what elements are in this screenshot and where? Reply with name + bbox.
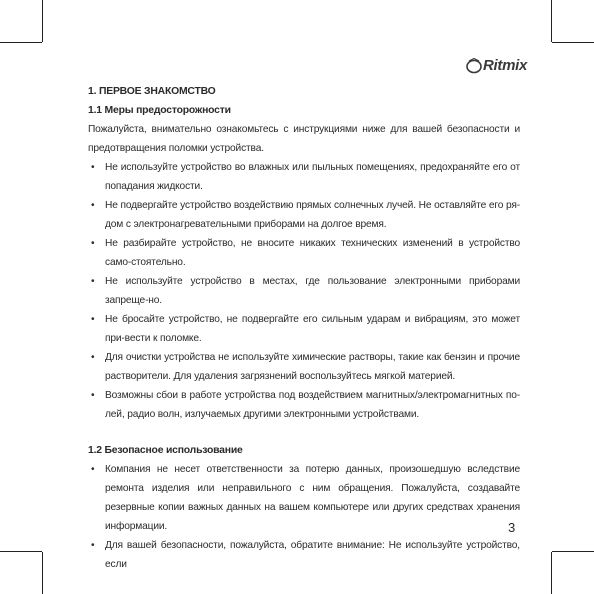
- list-item: [88, 158, 520, 196]
- bullet-icon: •: [91, 390, 95, 401]
- list-item: [88, 460, 520, 536]
- bullet-icon: •: [91, 200, 95, 211]
- subsection-title-safe-use: 1.2 Безопасное использование: [88, 445, 243, 456]
- page-number: 3: [508, 520, 516, 535]
- brand-logo: [466, 56, 530, 76]
- subsection-title-precautions: 1.1 Меры предосторожности: [88, 105, 231, 116]
- bullet-icon: •: [91, 464, 95, 475]
- list-item: [88, 348, 520, 386]
- list-item-text: Не подвергайте устройство воздействию прямых солнечных лучей. Не оставляйте его ря-дом с электронагревательными приборами на долгое время.: [105, 200, 520, 230]
- crop-mark: [42, 0, 43, 42]
- list-item: [88, 386, 520, 424]
- precautions-list: [88, 158, 520, 424]
- bullet-icon: •: [91, 162, 95, 173]
- crop-mark: [42, 552, 43, 594]
- ritmix-logo-icon: [466, 58, 482, 74]
- crop-mark: [551, 552, 552, 594]
- safe-use-list: [88, 460, 520, 574]
- list-item-text: Не бросайте устройство, не подвергайте его сильным ударам и вибрациям, это может при-вести к поломке.: [105, 314, 520, 344]
- list-item: [88, 536, 520, 574]
- bullet-icon: •: [91, 540, 95, 551]
- list-item-text: Для очистки устройства не используйте химические растворы, такие как бензин и прочие растворители. Для удаления загрязнений воспользуйтесь мягкой материей.: [105, 352, 520, 382]
- bullet-icon: •: [91, 314, 95, 325]
- list-item-text: Не разбирайте устройство, не вносите никаких технических изменений в устройство само-стоятельно.: [105, 238, 520, 268]
- section-spacer: [88, 424, 520, 441]
- crop-mark: [551, 0, 552, 42]
- list-item-text: Не используйте устройство во влажных или пыльных помещениях, предохраняйте его от попадания жидкости.: [105, 162, 520, 192]
- bullet-icon: •: [91, 352, 95, 363]
- list-item: [88, 272, 520, 310]
- intro-paragraph: Пожалуйста, внимательно ознакомьтесь с инструкциями ниже для вашей безопасности и предотвращения поломки устройства.: [88, 124, 520, 154]
- list-item: [88, 196, 520, 234]
- list-item: [88, 310, 520, 348]
- page-content: [88, 82, 520, 574]
- list-item-text: Компания не несет ответственности за потерю данных, произошедшую вследствие ремонта изделия или неправильного с ним обращения. Пожалуйста, создавайте резервные копии важных данных на вашем компьютере или других средствах хранения информации.: [105, 464, 520, 532]
- logo-text: Ritmix: [483, 57, 528, 74]
- crop-mark: [552, 42, 594, 43]
- crop-mark: [0, 42, 42, 43]
- bullet-icon: •: [91, 276, 95, 287]
- list-item-text: Не используйте устройство в местах, где пользование электронными приборами запреще-но.: [105, 276, 520, 306]
- bullet-icon: •: [91, 238, 95, 249]
- list-item-text: Для вашей безопасности, пожалуйста, обратите внимание: Не используйте устройство, если: [105, 540, 520, 570]
- crop-mark: [0, 551, 42, 552]
- crop-mark: [552, 551, 594, 552]
- list-item-text: Возможны сбои в работе устройства под воздействием магнитных/электромагнитных по-лей, радио волн, излучаемых другими электронными устройствами.: [105, 390, 520, 420]
- section-title: 1. ПЕРВОЕ ЗНАКОМСТВО: [88, 86, 216, 97]
- list-item: [88, 234, 520, 272]
